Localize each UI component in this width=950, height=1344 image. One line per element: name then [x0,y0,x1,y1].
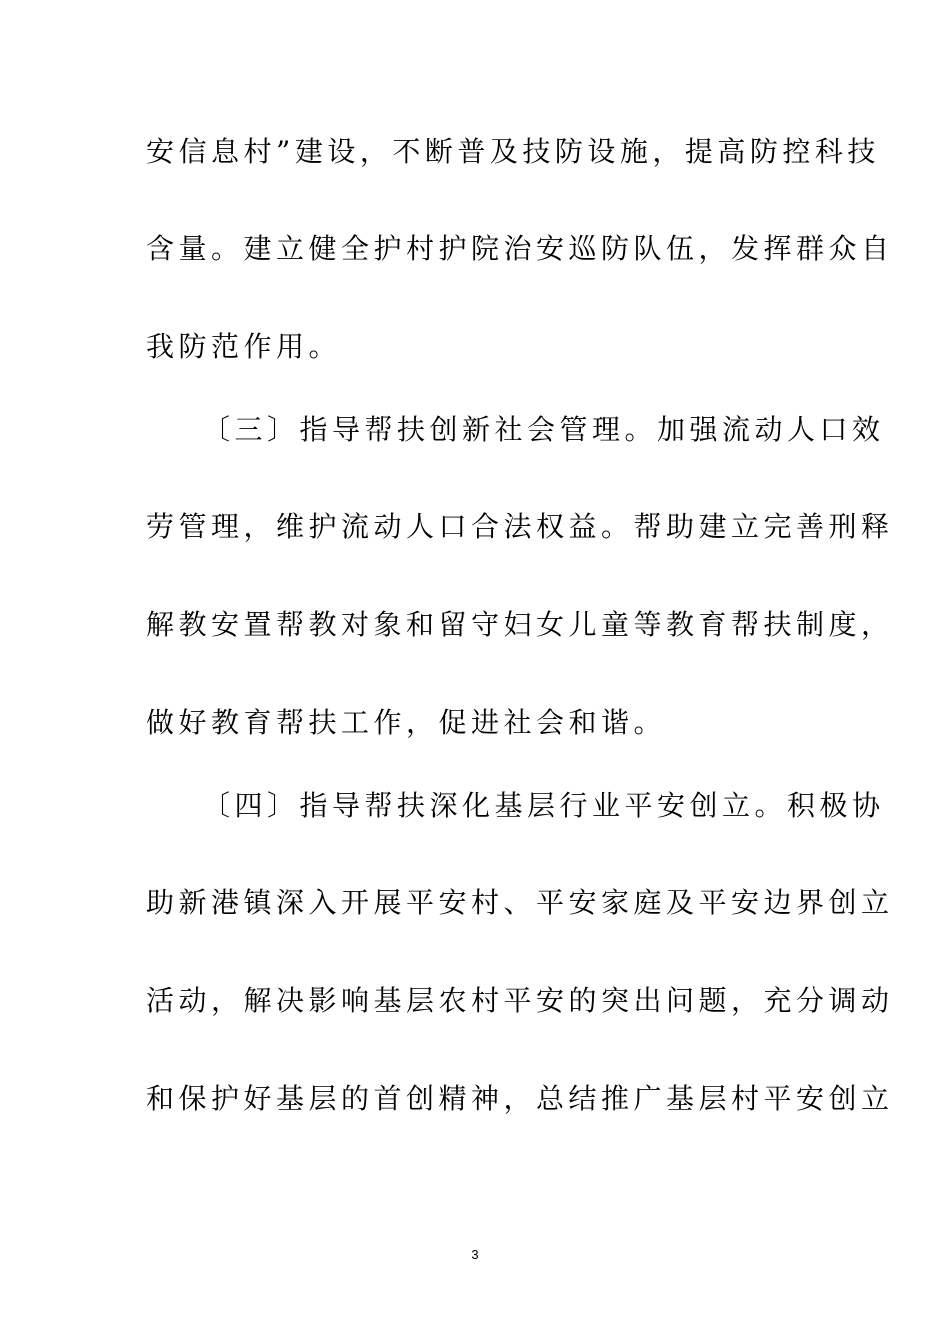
paragraph-line: 活动，解决影响基层农村平安的突出问题，充分调动 [146,984,894,1017]
paragraph-line: 安信息村”建设，不断普及技防设施，提高防控科技 [146,135,880,168]
section-heading-line: 〔四〕指导帮扶深化基层行业平安创立。积极协 [202,789,885,822]
section-heading-line: 〔三〕指导帮扶创新社会管理。加强流动人口效 [202,413,885,446]
paragraph-line: 解教安置帮教对象和留守妇女儿童等教育帮扶制度， [146,608,894,641]
page-number: 3 [471,1247,479,1262]
paragraph-line: 含量。建立健全护村护院治安巡防队伍，发挥群众自 [146,232,894,265]
paragraph-line: 做好教育帮扶工作，促进社会和谐。 [146,706,667,739]
paragraph-line: 和保护好基层的首创精神，总结推广基层村平安创立 [146,1082,894,1115]
paragraph-line: 劳管理，维护流动人口合法权益。帮助建立完善刑释 [146,510,894,543]
paragraph-line: 助新港镇深入开展平安村、平安家庭及平安边界创立 [146,886,894,919]
paragraph-line: 我防范作用。 [146,330,342,363]
